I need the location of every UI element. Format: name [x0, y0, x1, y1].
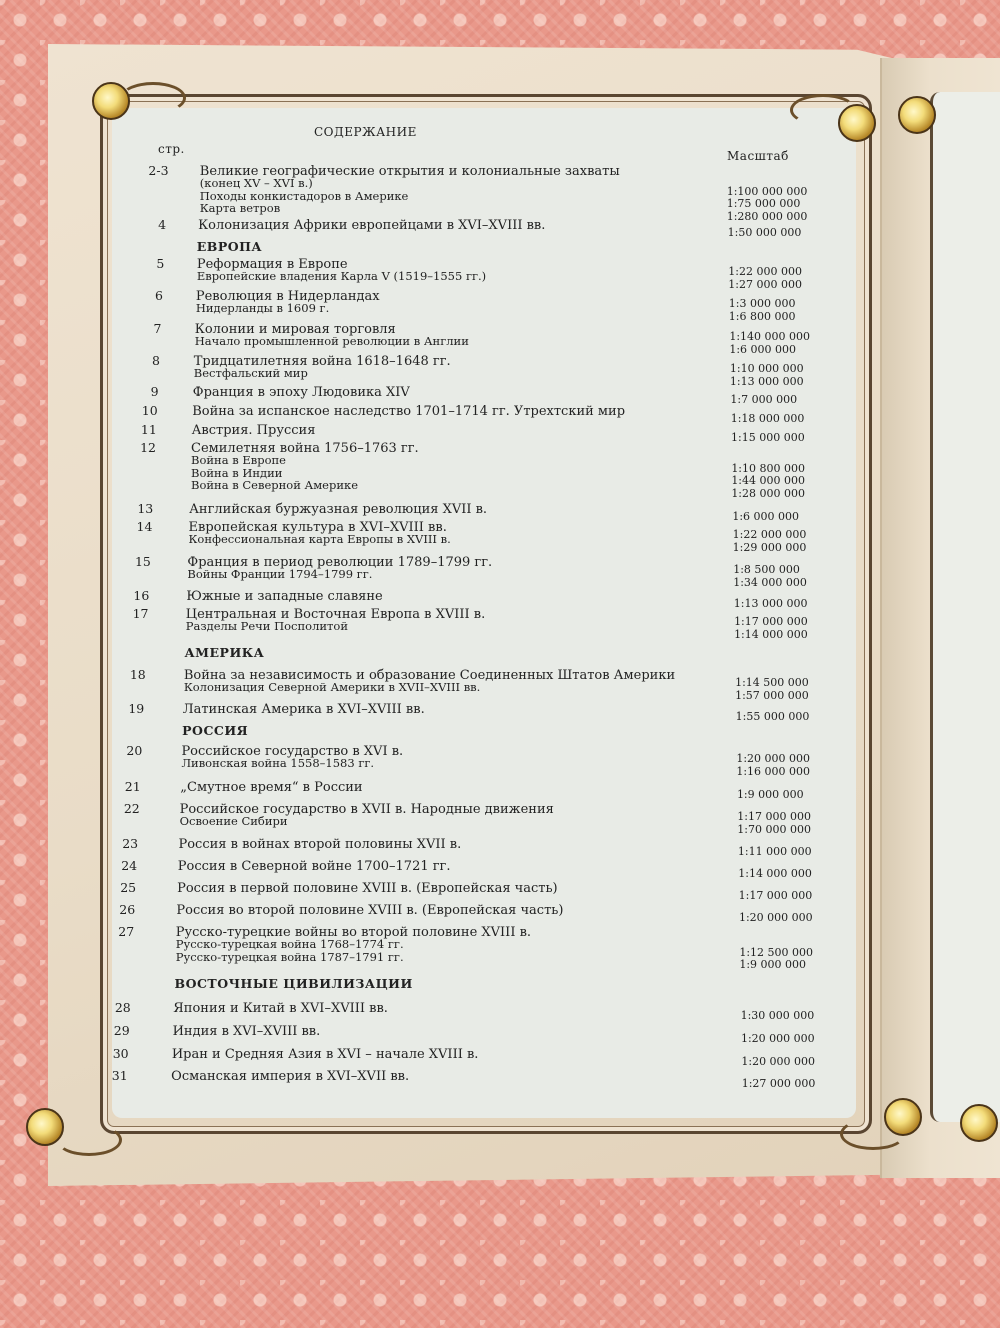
entry-title: „Смутное время“ в России: [180, 780, 363, 795]
page-number: 17: [132, 606, 149, 621]
map-scale: 1:3 000 000: [728, 297, 796, 310]
page-number: 20: [126, 743, 143, 758]
page-number: 2-3: [148, 163, 169, 178]
map-scale: 1:8 500 000: [733, 563, 800, 576]
scale-column-header: Масштаб: [727, 149, 789, 163]
page-number: 24: [121, 858, 138, 873]
toc-heading: СОДЕРЖАНИЕ: [314, 125, 417, 139]
page-number: 30: [112, 1046, 129, 1061]
map-scale: 1:9 000 000: [739, 958, 807, 971]
map-scale: 1:14 000 000: [734, 627, 808, 641]
map-scale: 1:100 000 000: [726, 184, 808, 198]
page-number: 29: [113, 1023, 130, 1038]
section-heading: РОССИЯ: [182, 723, 249, 738]
entry-subtitle: (конец XV – XVI в.): [199, 176, 313, 190]
map-scale: 1:15 000 000: [731, 431, 805, 444]
map-scale: 1:17 000 000: [737, 810, 811, 823]
map-scale: 1:50 000 000: [727, 226, 802, 239]
entry-title: Россия в Северной войне 1700–1721 гг.: [177, 859, 451, 874]
entry-title: Российское государство в XVII в. Народные движения: [179, 802, 554, 817]
page-number: 18: [129, 667, 146, 682]
entry-title: Великие географические открытия и колониальные захваты: [199, 164, 620, 179]
page-number: 22: [123, 801, 140, 816]
page-number: 7: [153, 321, 162, 336]
page-number: 23: [122, 836, 139, 851]
entry-title: Русско-турецкие войны во второй половине XVIII в.: [175, 925, 532, 940]
page-number: 5: [156, 256, 165, 271]
map-scale: 1:10 000 000: [729, 362, 804, 375]
map-scale: 1:70 000 000: [737, 822, 811, 836]
entry-title: Война за испанское наследство 1701–1714 гг. Утрехтский мир: [192, 404, 626, 419]
map-scale: 1:17 000 000: [734, 615, 808, 628]
page-number: 25: [120, 880, 137, 895]
page-number: 9: [150, 384, 159, 399]
page-number: 27: [118, 924, 135, 939]
map-scale: 1:28 000 000: [731, 486, 805, 500]
page-number: 6: [154, 288, 163, 303]
map-scale: 1:57 000 000: [735, 688, 809, 702]
entry-title: Франция в период революции 1789–1799 гг.: [187, 555, 493, 570]
entry-title: Российское государство в XVI в.: [181, 744, 404, 759]
page-number: 16: [133, 588, 150, 603]
entry-title: Колонизация Африки европейцами в XVI–XVIII вв.: [198, 218, 546, 233]
entry-subtitle: Русско-турецкая война 1787–1791 гг.: [175, 949, 404, 964]
entry-title: Центральная и Восточная Европа в XVIII в.: [185, 607, 486, 622]
entry-title: Россия в войнах второй половины XVII в.: [178, 837, 462, 852]
map-scale: 1:18 000 000: [730, 412, 805, 425]
entry-title: Английская буржуазная революция XVII в.: [189, 502, 488, 517]
page-number: 13: [137, 501, 154, 516]
entry-subtitle: Вестфальский мир: [193, 366, 308, 380]
map-scale: 1:16 000 000: [736, 764, 811, 778]
entry-title: Колонии и мировая торговля: [194, 322, 396, 337]
entry-title: Индия в XVI–XVIII вв.: [172, 1024, 321, 1039]
map-scale: 1:20 000 000: [736, 752, 811, 765]
page-number: 10: [141, 403, 158, 418]
page-number: 19: [128, 701, 145, 716]
map-scale: 1:10 800 000: [731, 461, 805, 475]
map-scale: 1:22 000 000: [728, 265, 802, 278]
entry-subtitle: Карта ветров: [199, 201, 281, 215]
entry-subtitle: Европейские владения Карла V (1519–1555 гг.): [196, 269, 487, 283]
entry-subtitle: Война в Индии: [191, 465, 283, 480]
map-scale: 1:13 000 000: [729, 374, 804, 388]
map-scale: 1:14 500 000: [735, 676, 809, 689]
map-scale: 1:20 000 000: [738, 911, 813, 924]
page-number: 12: [140, 440, 157, 455]
entry-subtitle: Войны Франции 1794–1799 гг.: [187, 567, 373, 581]
map-scale: 1:6 000 000: [732, 510, 800, 523]
entry-subtitle: Разделы Речи Посполитой: [185, 619, 349, 633]
map-scale: 1:12 500 000: [739, 945, 814, 959]
entry-title: Революция в Нидерландах: [195, 289, 380, 304]
entry-title: Латинская Америка в XVI–XVIII вв.: [182, 702, 425, 717]
map-scale: 1:30 000 000: [740, 1009, 815, 1022]
section-heading: ВОСТОЧНЫЕ ЦИВИЛИЗАЦИИ: [174, 976, 413, 991]
page-column-header: стр.: [158, 142, 185, 156]
entry-title: Австрия. Пруссия: [191, 423, 316, 438]
section-heading: АМЕРИКА: [184, 645, 265, 660]
entry-title: Семилетняя война 1756–1763 гг.: [191, 441, 419, 456]
map-scale: 1:14 000 000: [738, 867, 812, 880]
page-number: 11: [140, 422, 157, 437]
map-scale: 1:75 000 000: [726, 197, 801, 210]
map-scale: 1:6 000 000: [729, 342, 797, 356]
page-number: 26: [119, 902, 136, 917]
map-scale: 1:140 000 000: [729, 330, 811, 343]
page-number: 8: [152, 353, 160, 368]
entry-subtitle: Освоение Сибири: [179, 814, 288, 828]
entry-title: Южные и западные славяне: [186, 589, 383, 604]
map-scale: 1:34 000 000: [733, 575, 807, 589]
page-number: 4: [158, 217, 167, 232]
entry-subtitle: Начало промышленной революции в Англии: [194, 334, 469, 348]
page-number: 21: [124, 779, 141, 794]
map-scale: 1:55 000 000: [735, 710, 810, 723]
map-scale: 1:27 000 000: [728, 277, 802, 291]
entry-title: Япония и Китай в XVI–XVIII вв.: [173, 1001, 388, 1016]
entry-subtitle: Война в Европе: [191, 453, 286, 467]
entry-subtitle: Война в Северной Америке: [191, 478, 358, 492]
map-scale: 1:20 000 000: [740, 1032, 815, 1045]
entry-subtitle: Ливонская война 1558–1583 гг.: [181, 756, 375, 770]
section-heading: ЕВРОПА: [196, 239, 263, 254]
map-scale: 1:9 000 000: [736, 788, 804, 801]
map-scale: 1:20 000 000: [741, 1055, 816, 1068]
entry-title: Россия в первой половине XVIII в. (Европейская часть): [177, 881, 558, 896]
map-scale: 1:17 000 000: [738, 889, 813, 902]
map-scale: 1:11 000 000: [737, 845, 812, 858]
map-scale: 1:29 000 000: [732, 540, 807, 554]
map-scale: 1:6 800 000: [728, 309, 796, 323]
entry-subtitle: Колонизация Северной Америки в XVII–XVIII вв.: [183, 680, 481, 694]
entry-title: Россия во второй половине XVIII в. (Европейская часть): [176, 903, 564, 918]
entry-title: Война за независимость и образование Соединенных Штатов Америки: [183, 668, 676, 683]
entry-title: Османская империя в XVI–XVII вв.: [171, 1069, 410, 1084]
map-scale: 1:44 000 000: [731, 474, 805, 487]
map-scale: 1:27 000 000: [741, 1077, 816, 1090]
entry-subtitle: Русско-турецкая война 1768–1774 гг.: [175, 937, 404, 951]
entry-subtitle: Конфессиональная карта Европы в XVIII в.: [188, 532, 451, 546]
entry-title: Франция в эпоху Людовика XIV: [192, 385, 410, 400]
map-scale: 1:7 000 000: [730, 393, 798, 406]
entry-title: Тридцатилетняя война 1618–1648 гг.: [193, 354, 451, 369]
entry-subtitle: Нидерланды в 1609 г.: [195, 301, 330, 315]
entry-title: Реформация в Европе: [196, 257, 348, 272]
entry-subtitle: Походы конкистадоров в Америке: [199, 188, 409, 203]
map-scale: 1:280 000 000: [726, 209, 808, 223]
page-number: 15: [134, 554, 151, 569]
entry-title: Иран и Средняя Азия в XVI – начале XVIII в.: [171, 1047, 479, 1062]
page-number: 31: [111, 1068, 128, 1083]
entry-title: Европейская культура в XVI–XVIII вв.: [188, 520, 447, 535]
map-scale: 1:22 000 000: [732, 528, 807, 541]
page-number: 14: [136, 519, 153, 534]
page-number: 28: [114, 1000, 131, 1015]
map-scale: 1:13 000 000: [733, 597, 808, 610]
